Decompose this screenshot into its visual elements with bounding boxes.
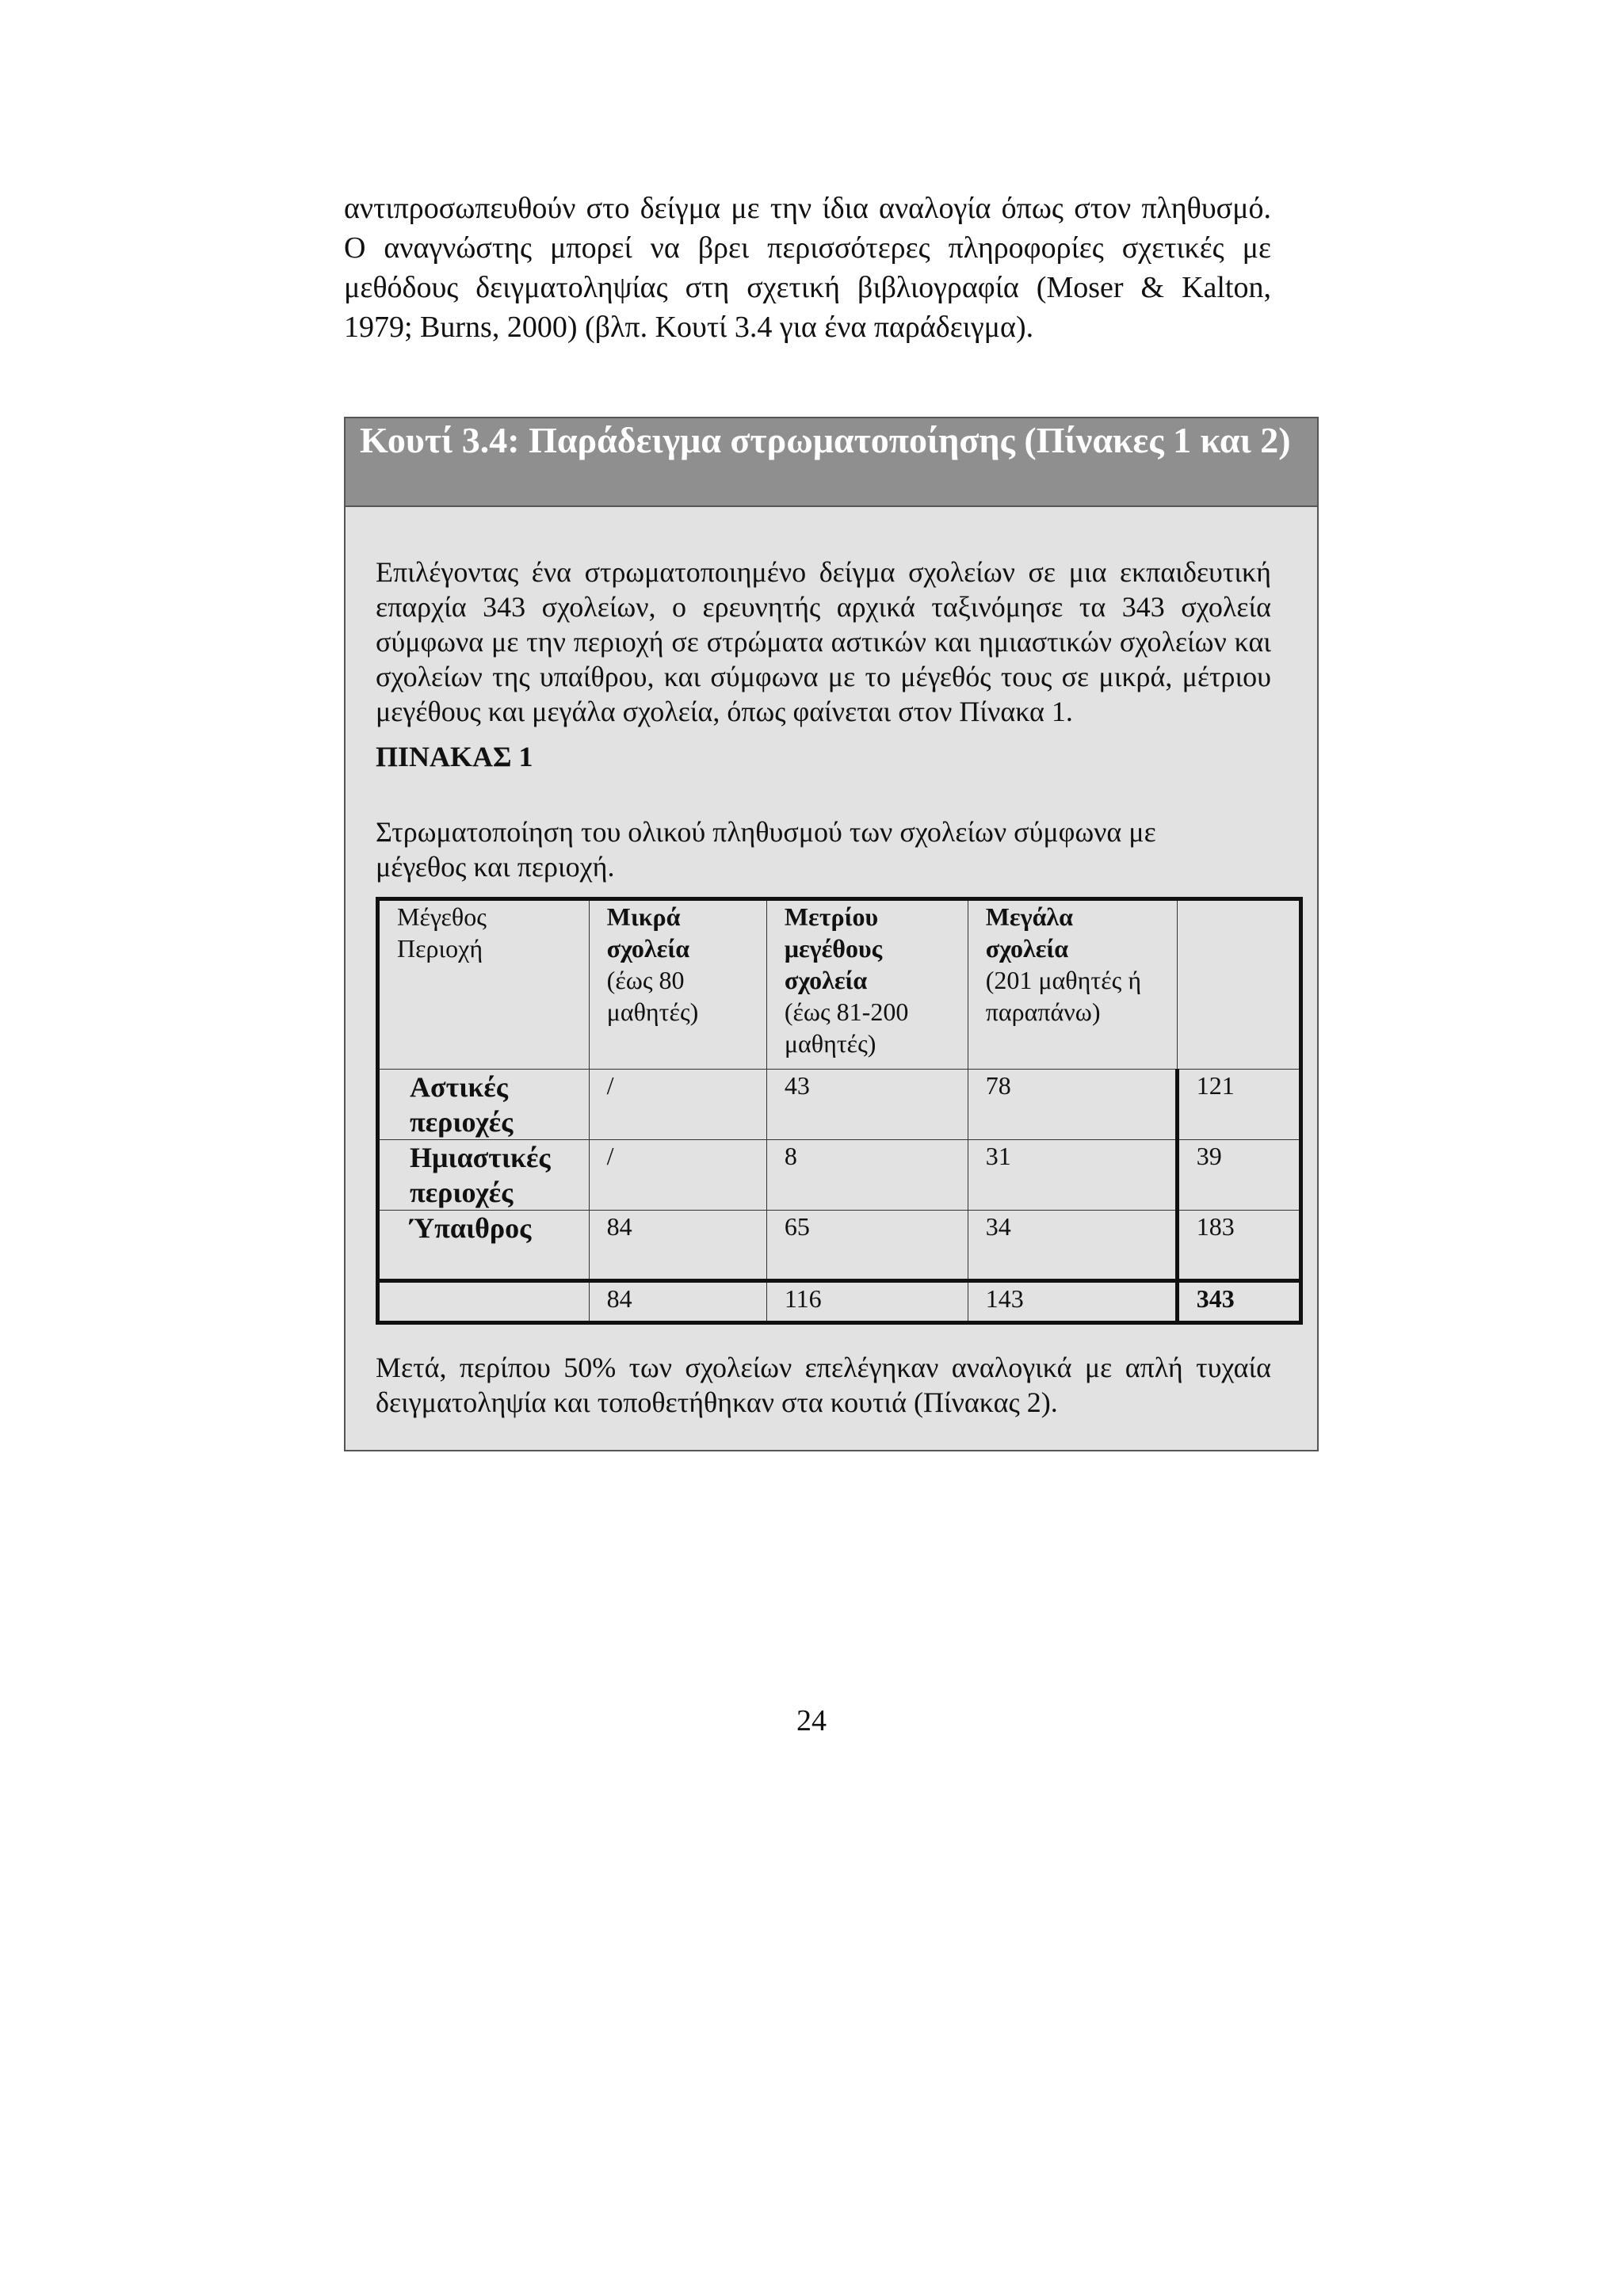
intro-paragraph: αντιπροσωπευθούν στο δείγμα με την ίδια αναλογία όπως στον πληθυσμό. Ο αναγνώστης μπορεί να βρει περισσότερες πληροφορίες σχετικές με μεθόδους δειγματοληψίας στη σχετική βιβλιογραφία (Moser & Kalton, 1979; Burns, 2000) (βλπ. Κουτί 3.4 για ένα παράδειγμα). bbox=[344, 192, 1271, 344]
table-caption: Στρωματοποίηση του ολικού πληθυσμού των σχολείων σύμφωνα με μέγεθος και περιοχή. bbox=[376, 816, 1156, 883]
row-label-urban: Αστικές περιοχές bbox=[378, 1070, 590, 1140]
totals-label-cell bbox=[378, 1281, 590, 1323]
table-totals-row bbox=[378, 1281, 1301, 1323]
header-medium-schools bbox=[766, 899, 968, 1070]
page-number: 24 bbox=[796, 1704, 827, 1737]
cell-suburban-medium: 8 bbox=[766, 1140, 968, 1211]
grand-total: 343 bbox=[1177, 1281, 1300, 1323]
total-large: 143 bbox=[968, 1281, 1177, 1323]
cell-urban-total: 121 bbox=[1177, 1070, 1300, 1140]
stratification-table bbox=[376, 897, 1303, 1325]
header-large-note: (201 μαθητές ή παραπάνω) bbox=[985, 966, 1142, 1026]
header-small-schools bbox=[589, 899, 766, 1070]
box-title: Κουτί 3.4: Παράδειγμα στρωματοποίησης (Πίνακες 1 και 2) bbox=[346, 418, 1317, 507]
total-small: 84 bbox=[589, 1281, 766, 1323]
table-header-row bbox=[378, 899, 1301, 1070]
total-medium: 116 bbox=[766, 1281, 968, 1323]
table-corner-cell bbox=[378, 899, 590, 1070]
box-paragraph-1: Επιλέγοντας ένα στρωματοποιημένο δείγμα σχολείων σε μια εκπαιδευτική επαρχία 343 σχολείων, ο ερευνητής αρχικά ταξινόμησε τα 343 σχολεία σύμφωνα με την περιοχή σε στρώματα αστικών και ημιαστικών σχολείων και σχολείων της υπαίθρου, και σύμφωνα με το μέγεθός τους σε μικρά, μέτριου μεγέθους και μεγάλα σχολεία, όπως φαίνεται στον Πίνακα 1. bbox=[376, 556, 1271, 727]
cell-rural-medium: 65 bbox=[766, 1211, 968, 1281]
header-small-note: (έως 80 μαθητές) bbox=[606, 966, 699, 1026]
header-medium-title: Μετρίου μεγέθους σχολεία bbox=[784, 902, 883, 994]
cell-suburban-large: 31 bbox=[968, 1140, 1177, 1211]
cell-rural-small: 84 bbox=[589, 1211, 766, 1281]
corner-area-label: Περιοχή bbox=[397, 934, 483, 963]
header-total-cell bbox=[1177, 899, 1300, 1070]
cell-suburban-small: / bbox=[589, 1140, 766, 1211]
table-row bbox=[378, 1140, 1301, 1211]
cell-suburban-total: 39 bbox=[1177, 1140, 1300, 1211]
box-paragraph-2: Μετά, περίπου 50% των σχολείων επελέγηκαν αναλογικά με απλή τυχαία δειγματοληψία και τοποθετήθηκαν στα κουτιά (Πίνακας 2). bbox=[376, 1352, 1271, 1418]
example-box bbox=[344, 417, 1319, 1451]
row-label-rural: Ύπαιθρος bbox=[378, 1211, 590, 1281]
cell-rural-total: 183 bbox=[1177, 1211, 1300, 1281]
header-medium-note: (έως 81-200 μαθητές) bbox=[784, 997, 909, 1058]
cell-urban-medium: 43 bbox=[766, 1070, 968, 1140]
header-large-schools bbox=[968, 899, 1177, 1070]
table-row bbox=[378, 1211, 1301, 1281]
cell-rural-large: 34 bbox=[968, 1211, 1177, 1281]
row-label-suburban: Ημιαστικές περιοχές bbox=[378, 1140, 590, 1211]
header-large-title: Μεγάλα σχολεία bbox=[985, 902, 1073, 963]
cell-urban-large: 78 bbox=[968, 1070, 1177, 1140]
table-row bbox=[378, 1070, 1301, 1140]
corner-size-label: Μέγεθος bbox=[397, 902, 487, 931]
cell-urban-small: / bbox=[589, 1070, 766, 1140]
header-small-title: Μικρά σχολεία bbox=[606, 902, 690, 963]
table-title: ΠΙΝΑΚΑΣ 1 bbox=[376, 741, 533, 772]
